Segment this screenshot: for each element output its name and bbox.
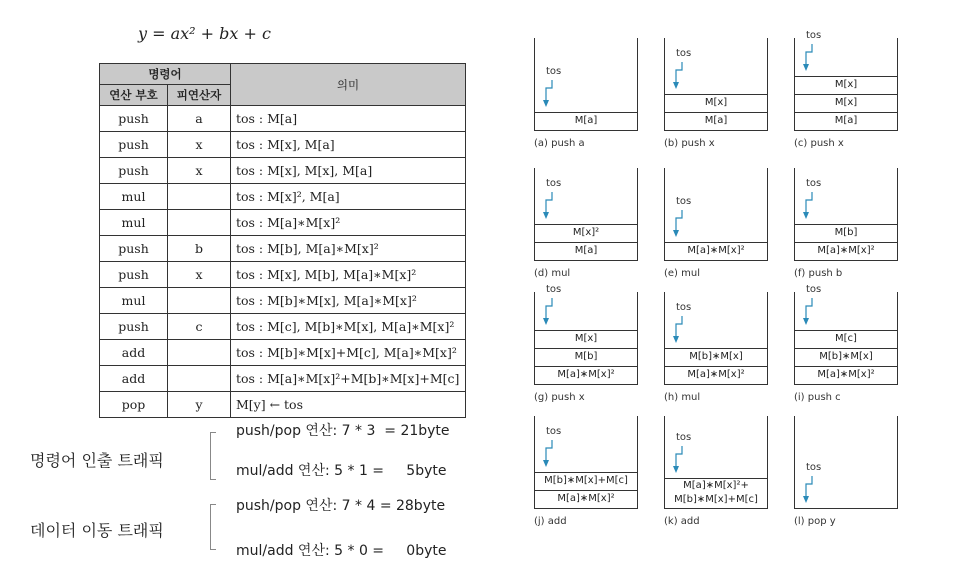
stack-cell: M[a] [795, 112, 897, 129]
operand-cell [168, 184, 231, 210]
stack-cell: M[x] [795, 76, 897, 93]
opcode-cell: push [100, 314, 168, 340]
stack-panel [664, 168, 768, 279]
opcode-cell: push [100, 236, 168, 262]
stack-cell: M[a]∗M[x]² [795, 242, 897, 259]
meaning-cell: tos : M[a] [231, 106, 466, 132]
table-row [100, 262, 466, 288]
fetch-traffic-label: 명령어 인출 트래픽 [30, 451, 164, 470]
table-row [100, 210, 466, 236]
stack-cell: M[a]∗M[x]²+ M[b]∗M[x]+M[c] [665, 478, 767, 509]
stack-cell: M[a] [535, 112, 637, 129]
table-row [100, 340, 466, 366]
tos-label: tos [546, 284, 562, 295]
fetch-muladd-line: mul/add 연산: 5 * 1 = 5byte [236, 463, 447, 479]
stack-panel [794, 30, 898, 149]
move-pushpop-line: push/pop 연산: 7 * 4 = 28byte [236, 498, 446, 514]
tos-label: tos [546, 178, 562, 189]
operand-cell: b [168, 236, 231, 262]
table-row [100, 158, 466, 184]
operand-cell [168, 288, 231, 314]
meaning-cell: tos : M[b]∗M[x], M[a]∗M[x]² [231, 288, 466, 314]
stack-cell: M[a] [535, 242, 637, 259]
stack-panel [794, 168, 898, 279]
tos-arrow-icon [672, 446, 684, 474]
stack-cell: M[b]∗M[x] [665, 348, 767, 365]
tos-arrow-icon [802, 192, 814, 220]
tos-arrow-icon [672, 316, 684, 344]
tos-arrow-icon [542, 80, 554, 108]
panel-caption: (g) push x [534, 392, 585, 403]
stack-cell: M[a]∗M[x]² [665, 366, 767, 383]
tos-arrow-icon [542, 440, 554, 468]
stack-cell: M[a] [665, 112, 767, 129]
panel-caption: (e) mul [664, 268, 700, 279]
tos-label: tos [676, 302, 692, 313]
meaning-cell: M[y] ← tos [231, 392, 466, 418]
meaning-cell: tos : M[a]∗M[x]²+M[b]∗M[x]+M[c] [231, 366, 466, 392]
tos-arrow-icon [542, 192, 554, 220]
table-row [100, 366, 466, 392]
stack-panel [664, 416, 768, 527]
tos-label: tos [546, 66, 562, 77]
tos-label: tos [676, 196, 692, 207]
operand-cell [168, 340, 231, 366]
formula: y = ax² + bx + c [138, 24, 271, 43]
tos-label: tos [806, 462, 822, 473]
stack-panel [534, 168, 638, 279]
stack-panel [534, 416, 638, 527]
opcode-cell: push [100, 132, 168, 158]
tos-label: tos [806, 178, 822, 189]
stack-cell: M[x] [665, 94, 767, 111]
stack-cell: M[a]∗M[x]² [665, 242, 767, 259]
tos-arrow-icon [672, 62, 684, 90]
stack-cell: M[b] [795, 224, 897, 241]
meaning-cell: tos : M[x]², M[a] [231, 184, 466, 210]
meaning-cell: tos : M[c], M[b]∗M[x], M[a]∗M[x]² [231, 314, 466, 340]
tos-label: tos [806, 284, 822, 295]
panel-caption: (b) push x [664, 138, 715, 149]
tos-label: tos [806, 30, 822, 41]
stack-cell: M[b]∗M[x]+M[c] [535, 472, 637, 489]
tos-label: tos [676, 48, 692, 59]
fetch-pushpop-line: push/pop 연산: 7 * 3 = 21byte [236, 423, 450, 439]
panel-caption: (i) push c [794, 392, 841, 403]
operand-cell: y [168, 392, 231, 418]
panel-caption: (j) add [534, 516, 567, 527]
stack-cell: M[x] [795, 94, 897, 111]
tos-label: tos [676, 432, 692, 443]
opcode-cell: pop [100, 392, 168, 418]
tos-arrow-icon [802, 298, 814, 326]
panel-caption: (h) mul [664, 392, 701, 403]
operand-cell [168, 210, 231, 236]
operand-cell: x [168, 158, 231, 184]
stack-panel [664, 292, 768, 403]
table-row [100, 106, 466, 132]
meaning-cell: tos : M[b], M[a]∗M[x]² [231, 236, 466, 262]
table-row [100, 236, 466, 262]
header-instruction: 명령어 [100, 64, 231, 85]
meaning-cell: tos : M[b]∗M[x]+M[c], M[a]∗M[x]² [231, 340, 466, 366]
meaning-cell: tos : M[x], M[x], M[a] [231, 158, 466, 184]
stack-panel [794, 416, 898, 527]
panel-caption: (a) push a [534, 138, 585, 149]
meaning-cell: tos : M[a]∗M[x]² [231, 210, 466, 236]
panel-caption: (f) push b [794, 268, 843, 279]
tos-arrow-icon [672, 210, 684, 238]
header-opcode: 연산 부호 [100, 85, 168, 106]
panel-caption: (d) mul [534, 268, 571, 279]
opcode-cell: mul [100, 184, 168, 210]
stack-cell: M[c] [795, 330, 897, 347]
opcode-cell: mul [100, 288, 168, 314]
operand-cell: a [168, 106, 231, 132]
stack-cell: M[b] [535, 348, 637, 365]
operand-cell: x [168, 262, 231, 288]
move-brace [210, 504, 221, 550]
meaning-cell: tos : M[x], M[a] [231, 132, 466, 158]
opcode-cell: add [100, 366, 168, 392]
opcode-cell: mul [100, 210, 168, 236]
table-row [100, 314, 466, 340]
stack-cell: M[x] [535, 330, 637, 347]
opcode-cell: add [100, 340, 168, 366]
panel-caption: (c) push x [794, 138, 844, 149]
fetch-brace [210, 432, 221, 480]
table-row [100, 132, 466, 158]
instruction-table [99, 63, 466, 418]
stack-cell: M[b]∗M[x] [795, 348, 897, 365]
tos-arrow-icon [802, 44, 814, 72]
opcode-cell: push [100, 158, 168, 184]
meaning-cell: tos : M[x], M[b], M[a]∗M[x]² [231, 262, 466, 288]
tos-arrow-icon [542, 298, 554, 326]
stack-cell: M[x]² [535, 224, 637, 241]
move-traffic-label: 데이터 이동 트래픽 [30, 521, 164, 540]
header-meaning: 의미 [231, 64, 466, 106]
panel-caption: (l) pop y [794, 516, 836, 527]
header-operand: 피연산자 [168, 85, 231, 106]
table-row [100, 288, 466, 314]
opcode-cell: push [100, 106, 168, 132]
tos-arrow-icon [802, 476, 814, 504]
move-muladd-line: mul/add 연산: 5 * 0 = 0byte [236, 543, 447, 559]
table-row [100, 392, 466, 418]
stack-cell: M[a]∗M[x]² [535, 366, 637, 383]
operand-cell: c [168, 314, 231, 340]
tos-label: tos [546, 426, 562, 437]
stack-cell: M[a]∗M[x]² [535, 490, 637, 507]
operand-cell: x [168, 132, 231, 158]
stack-panel [534, 284, 638, 403]
stack-panel [534, 38, 638, 149]
operand-cell [168, 366, 231, 392]
table-row [100, 184, 466, 210]
panel-caption: (k) add [664, 516, 700, 527]
stack-cell: M[a]∗M[x]² [795, 366, 897, 383]
stack-panel [664, 38, 768, 149]
stack-panel [794, 284, 898, 403]
opcode-cell: push [100, 262, 168, 288]
